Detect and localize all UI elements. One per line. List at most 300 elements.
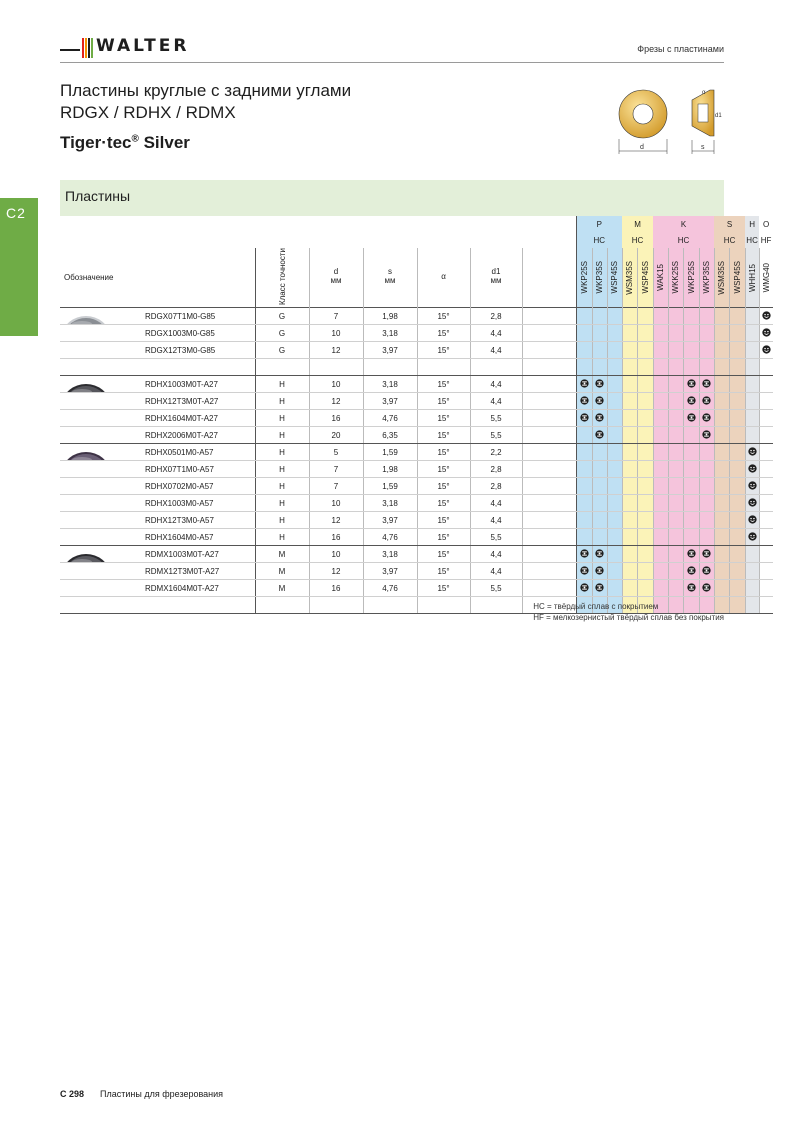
grade-cell (759, 597, 773, 614)
col-s-label: s (388, 267, 392, 276)
grade-cell (683, 461, 699, 478)
application-grade-icon (687, 566, 696, 575)
material-group-coating: HF (759, 232, 773, 248)
grade-cell (759, 444, 773, 461)
insert-image-cell (60, 376, 141, 393)
grade-cell (592, 546, 607, 563)
grade-cell (714, 512, 729, 529)
title-line-2: RDGX / RDHX / RDMX (60, 103, 236, 122)
grade-cell (607, 512, 622, 529)
alpha-cell (417, 597, 470, 614)
grade-cell (759, 325, 773, 342)
grade-cell (714, 461, 729, 478)
d-cell: 7 (309, 308, 363, 325)
section-title: Пластины (65, 188, 131, 204)
grade-cell (668, 546, 683, 563)
tolerance-class-cell: H (255, 461, 309, 478)
d1-cell: 5,5 (470, 410, 522, 427)
grade-cell (637, 342, 653, 359)
grade-cell (745, 444, 759, 461)
insert-image-cell (60, 580, 141, 597)
grade-header (653, 248, 668, 308)
grade-header (759, 248, 773, 308)
grade-header (745, 248, 759, 308)
grade-cell (729, 478, 745, 495)
grade-cell (714, 359, 729, 376)
grade-cell (592, 427, 607, 444)
grade-cell (759, 342, 773, 359)
grade-cell (759, 308, 773, 325)
application-grade-icon (702, 413, 711, 422)
grade-cell (653, 512, 668, 529)
grade-cell (683, 444, 699, 461)
rdgx-insert-image (60, 310, 112, 325)
insert-image-cell (60, 597, 141, 614)
tolerance-class-cell: H (255, 410, 309, 427)
designation-cell: RDGX1003M0-G85 (141, 325, 255, 342)
designation-cell: RDHX1003M0-A57 (141, 495, 255, 512)
grade-cell (576, 478, 592, 495)
spacer-cell (522, 444, 576, 461)
spacer-cell (522, 580, 576, 597)
d1-cell: 4,4 (470, 563, 522, 580)
grade-cell (699, 478, 714, 495)
grade-cell (637, 546, 653, 563)
d1-cell (470, 597, 522, 614)
table-row (60, 546, 773, 563)
table-row (60, 478, 773, 495)
tolerance-class-cell: M (255, 546, 309, 563)
grade-cell (592, 325, 607, 342)
s-cell: 3,18 (363, 376, 417, 393)
grade-cell (637, 359, 653, 376)
spacer-cell (522, 325, 576, 342)
designation-cell: RDGX12T3M0-G85 (141, 342, 255, 359)
material-group-coating: HC (653, 232, 714, 248)
spacer-cell (522, 308, 576, 325)
spacer-cell (522, 393, 576, 410)
d-cell: 7 (309, 461, 363, 478)
tolerance-class-cell: H (255, 444, 309, 461)
grade-cell (729, 308, 745, 325)
material-group-letter: K (653, 216, 714, 232)
grade-cell (714, 580, 729, 597)
grade-cell (745, 512, 759, 529)
grade-cell (683, 495, 699, 512)
alpha-cell: 15° (417, 325, 470, 342)
application-grade-icon (595, 566, 604, 575)
grade-cell (668, 359, 683, 376)
grade-cell (729, 461, 745, 478)
grade-cell (759, 410, 773, 427)
application-grade-icon (580, 413, 589, 422)
d-cell: 10 (309, 325, 363, 342)
table-row (60, 410, 773, 427)
grade-cell (637, 478, 653, 495)
grade-cell (729, 563, 745, 580)
recommended-grade-icon (748, 515, 757, 524)
grade-cell (759, 512, 773, 529)
d-cell: 16 (309, 410, 363, 427)
grade-cell (622, 325, 637, 342)
grade-cell (668, 529, 683, 546)
grade-cell (729, 597, 745, 614)
grade-cell (714, 563, 729, 580)
grade-cell (592, 376, 607, 393)
grade-cell (729, 495, 745, 512)
grade-cell (745, 597, 759, 614)
col-tolerance-class-label: Класс точности (277, 248, 287, 306)
grade-cell (607, 342, 622, 359)
grade-name: WAK15 (656, 264, 666, 291)
insert-image-cell (60, 563, 141, 580)
table-row (60, 512, 773, 529)
grade-cell (592, 529, 607, 546)
tolerance-class-cell: M (255, 580, 309, 597)
designation-cell: RDHX2006M0T-A27 (141, 427, 255, 444)
grade-cell (653, 427, 668, 444)
spacer-cell (522, 563, 576, 580)
recommended-grade-icon (762, 345, 771, 354)
grade-cell (668, 410, 683, 427)
recommended-grade-icon (748, 481, 757, 490)
grade-name: WSP45S (732, 261, 742, 294)
table-row (60, 495, 773, 512)
alpha-cell: 15° (417, 308, 470, 325)
designation-cell (141, 597, 255, 614)
grade-cell (622, 512, 637, 529)
d-cell: 7 (309, 478, 363, 495)
d-cell (309, 597, 363, 614)
table-row (60, 342, 773, 359)
alpha-cell: 15° (417, 495, 470, 512)
grade-cell (576, 495, 592, 512)
table-row (60, 427, 773, 444)
tolerance-class-cell: G (255, 308, 309, 325)
table-row (60, 529, 773, 546)
grade-cell (607, 427, 622, 444)
alpha-cell: 15° (417, 393, 470, 410)
insert-image-cell (60, 444, 141, 461)
grade-cell (759, 376, 773, 393)
col-tolerance-class (255, 248, 309, 308)
grade-cell (653, 546, 668, 563)
grade-cell (607, 376, 622, 393)
grade-cell (576, 580, 592, 597)
grade-cell (714, 478, 729, 495)
grade-name: WKP25S (579, 261, 589, 294)
grade-cell (668, 495, 683, 512)
spacer-cell (522, 546, 576, 563)
grade-cell (622, 546, 637, 563)
insert-image-cell (60, 529, 141, 546)
alpha-cell (417, 359, 470, 376)
application-grade-icon (580, 566, 589, 575)
grade-cell (576, 427, 592, 444)
grade-cell (607, 529, 622, 546)
header-section: Фрезы с пластинами (637, 44, 724, 54)
application-grade-icon (702, 549, 711, 558)
grade-cell (699, 325, 714, 342)
grade-cell (714, 308, 729, 325)
grade-cell (729, 529, 745, 546)
grade-cell (683, 376, 699, 393)
grade-cell (668, 376, 683, 393)
grade-cell (576, 308, 592, 325)
product-name: Tiger·tec (60, 133, 132, 152)
grade-cell (607, 478, 622, 495)
grade-header (699, 248, 714, 308)
grade-cell (653, 563, 668, 580)
s-cell: 3,97 (363, 393, 417, 410)
grade-cell (745, 410, 759, 427)
grade-cell (668, 342, 683, 359)
grade-cell (683, 546, 699, 563)
grade-cell (745, 325, 759, 342)
d-cell: 5 (309, 444, 363, 461)
grade-cell (714, 444, 729, 461)
grade-cell (576, 512, 592, 529)
insert-image-cell (60, 410, 141, 427)
s-cell: 4,76 (363, 529, 417, 546)
material-group-letter: P (576, 216, 622, 232)
application-grade-icon (687, 379, 696, 388)
grade-cell (622, 410, 637, 427)
grade-cell (576, 342, 592, 359)
grade-name: WSP45S (610, 261, 620, 294)
fig-label-s: s (701, 144, 705, 151)
grade-cell (607, 393, 622, 410)
grade-cell (745, 308, 759, 325)
grade-cell (592, 495, 607, 512)
d-cell: 10 (309, 546, 363, 563)
grade-cell (653, 393, 668, 410)
col-d1-unit: мм (490, 276, 502, 285)
table-row (60, 325, 773, 342)
grade-cell (637, 563, 653, 580)
material-group-coating: HC (745, 232, 759, 248)
d1-cell: 4,4 (470, 342, 522, 359)
d1-cell: 5,5 (470, 580, 522, 597)
grade-cell (622, 308, 637, 325)
alpha-cell: 15° (417, 342, 470, 359)
grade-cell (699, 529, 714, 546)
application-grade-icon (702, 396, 711, 405)
application-grade-icon (580, 549, 589, 558)
insert-image-cell (60, 427, 141, 444)
col-alpha-label: α (441, 271, 446, 281)
col-d1 (470, 248, 522, 308)
grade-cell (576, 546, 592, 563)
insert-image-cell (60, 359, 141, 376)
d-cell: 12 (309, 342, 363, 359)
d-cell: 16 (309, 529, 363, 546)
header-divider (60, 62, 724, 63)
grade-cell (714, 546, 729, 563)
grade-cell (729, 376, 745, 393)
d1-cell: 4,4 (470, 512, 522, 529)
grade-cell (668, 461, 683, 478)
grade-cell (622, 461, 637, 478)
grade-cell (699, 563, 714, 580)
grade-cell (683, 563, 699, 580)
grade-cell (729, 410, 745, 427)
grade-cell (653, 444, 668, 461)
grade-cell (607, 546, 622, 563)
grade-cell (607, 580, 622, 597)
grade-cell (668, 325, 683, 342)
grade-cell (576, 563, 592, 580)
grade-header (576, 248, 592, 308)
spacer-cell (522, 495, 576, 512)
grade-cell (576, 461, 592, 478)
grade-cell (683, 325, 699, 342)
application-grade-icon (687, 396, 696, 405)
d-cell (309, 359, 363, 376)
grade-cell (683, 410, 699, 427)
tolerance-class-cell: H (255, 393, 309, 410)
tolerance-class-cell: G (255, 325, 309, 342)
grade-cell (745, 495, 759, 512)
grade-cell (699, 580, 714, 597)
recommended-grade-icon (748, 498, 757, 507)
grade-cell (759, 393, 773, 410)
tolerance-class-cell (255, 359, 309, 376)
table-row (60, 444, 773, 461)
grade-cell (637, 427, 653, 444)
grade-cell (759, 478, 773, 495)
d1-cell: 5,5 (470, 529, 522, 546)
grade-header (637, 248, 653, 308)
grade-cell (714, 325, 729, 342)
spacer-cell (522, 461, 576, 478)
grade-cell (637, 529, 653, 546)
brand-name: WALTER (96, 36, 190, 56)
grade-cell (607, 308, 622, 325)
grade-cell (699, 546, 714, 563)
table-row (60, 461, 773, 478)
table-row (60, 393, 773, 410)
col-designation: Обозначение (64, 273, 114, 282)
grade-cell (759, 546, 773, 563)
spacer-cell (522, 427, 576, 444)
grade-cell (668, 393, 683, 410)
application-grade-icon (580, 583, 589, 592)
grade-cell (699, 461, 714, 478)
grade-cell (592, 512, 607, 529)
s-cell: 1,59 (363, 444, 417, 461)
s-cell: 4,76 (363, 580, 417, 597)
grade-cell (714, 376, 729, 393)
grade-cell (745, 546, 759, 563)
grade-cell (759, 580, 773, 597)
grade-header (592, 248, 607, 308)
footnote-hc: HC = твёрдый сплав с покрытием (533, 602, 659, 611)
application-grade-icon (580, 396, 589, 405)
grade-cell (576, 529, 592, 546)
s-cell (363, 597, 417, 614)
grade-cell (576, 325, 592, 342)
alpha-cell: 15° (417, 546, 470, 563)
col-alpha (417, 248, 470, 308)
insert-image-cell (60, 495, 141, 512)
tolerance-class-cell: M (255, 563, 309, 580)
grade-cell (653, 580, 668, 597)
table-row (60, 580, 773, 597)
application-grade-icon (702, 566, 711, 575)
grade-name: WKP25S (686, 261, 696, 294)
alpha-cell: 15° (417, 444, 470, 461)
grade-cell (576, 376, 592, 393)
grade-cell (607, 495, 622, 512)
grade-cell (759, 529, 773, 546)
grade-cell (653, 308, 668, 325)
grade-name: WKK25S (671, 261, 681, 294)
table-row (60, 563, 773, 580)
grade-cell (714, 393, 729, 410)
grade-cell (729, 342, 745, 359)
grade-cell (637, 580, 653, 597)
grade-cell (668, 512, 683, 529)
grade-cell (683, 393, 699, 410)
material-group-letter: O (759, 216, 773, 232)
grade-cell (607, 444, 622, 461)
col-s (363, 248, 417, 308)
insert-table (60, 216, 773, 614)
section-band (60, 180, 724, 216)
tolerance-class-cell: H (255, 495, 309, 512)
col-alpha-unit (418, 281, 470, 284)
registered-mark: ® (131, 133, 139, 145)
grade-cell (592, 461, 607, 478)
grade-cell (759, 495, 773, 512)
grade-name: WHH15 (747, 263, 757, 292)
grade-cell (637, 325, 653, 342)
designation-cell: RDGX07T1M0-G85 (141, 308, 255, 325)
s-cell: 1,98 (363, 461, 417, 478)
grade-cell (714, 529, 729, 546)
grade-cell (683, 427, 699, 444)
tolerance-class-cell: H (255, 529, 309, 546)
s-cell: 3,97 (363, 563, 417, 580)
recommended-grade-icon (748, 447, 757, 456)
title-line-1: Пластины круглые с задними углами (60, 81, 352, 100)
application-grade-icon (595, 549, 604, 558)
grade-cell (683, 478, 699, 495)
spacer-cell (522, 342, 576, 359)
application-grade-icon (580, 379, 589, 388)
grade-cell (592, 444, 607, 461)
grade-cell (637, 461, 653, 478)
grade-header (668, 248, 683, 308)
alpha-cell: 15° (417, 529, 470, 546)
grade-cell (576, 444, 592, 461)
grade-cell (592, 359, 607, 376)
d-cell: 12 (309, 393, 363, 410)
table-row (60, 308, 773, 325)
grade-cell (729, 359, 745, 376)
d-cell: 16 (309, 580, 363, 597)
page-number: C 298 (60, 1089, 85, 1099)
grade-cell (668, 478, 683, 495)
d-cell: 12 (309, 512, 363, 529)
d1-cell: 2,2 (470, 444, 522, 461)
grade-cell (576, 359, 592, 376)
grade-cell (653, 359, 668, 376)
grade-cell (592, 563, 607, 580)
s-cell: 3,97 (363, 512, 417, 529)
d1-cell: 2,8 (470, 478, 522, 495)
